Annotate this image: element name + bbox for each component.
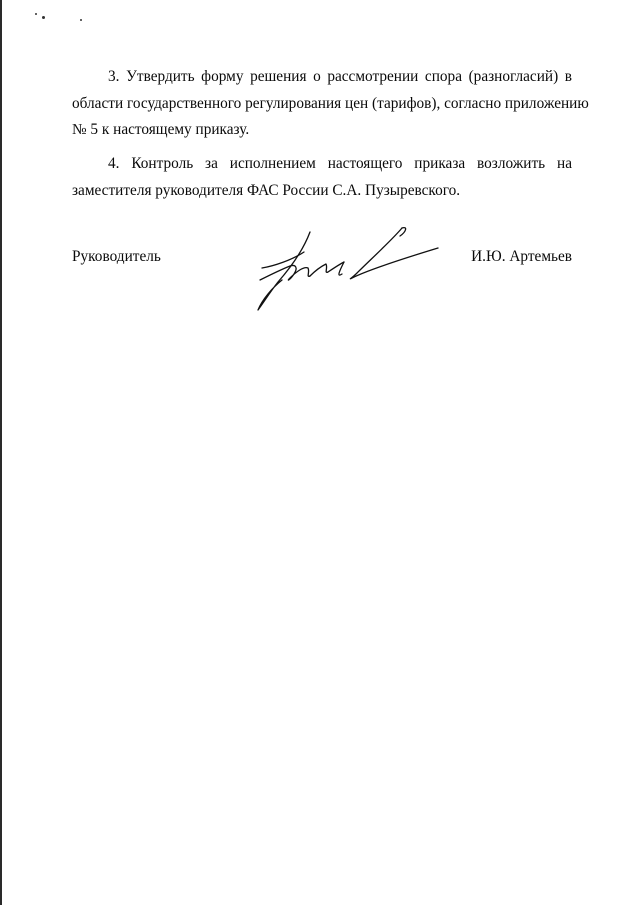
paragraph-3 — [72, 64, 589, 144]
paragraph-4 — [72, 151, 572, 204]
paragraph-3-line-3: № 5 к настоящему приказу. — [72, 121, 250, 138]
paragraph-3-line-2: области государственного регулирования цен (тарифов), согласно приложению — [72, 94, 589, 112]
page-left-edge — [0, 0, 2, 905]
signer-name: И.Ю. Артемьев — [471, 248, 572, 265]
handwritten-signature — [252, 222, 442, 314]
scan-speck — [42, 16, 45, 19]
paragraph-4-line-1: 4. Контроль за исполнением настоящего приказа возложить на — [108, 155, 572, 172]
paragraph-4-line-2: заместителя руководителя ФАС России С.А. Пузыревского. — [72, 181, 461, 199]
scan-speck — [80, 19, 82, 21]
signer-position: Руководитель — [72, 248, 161, 265]
scan-speck — [35, 13, 37, 15]
paragraph-3-line-1: 3. Утвердить форму решения о рассмотрении спора (разногласий) в — [108, 68, 572, 85]
